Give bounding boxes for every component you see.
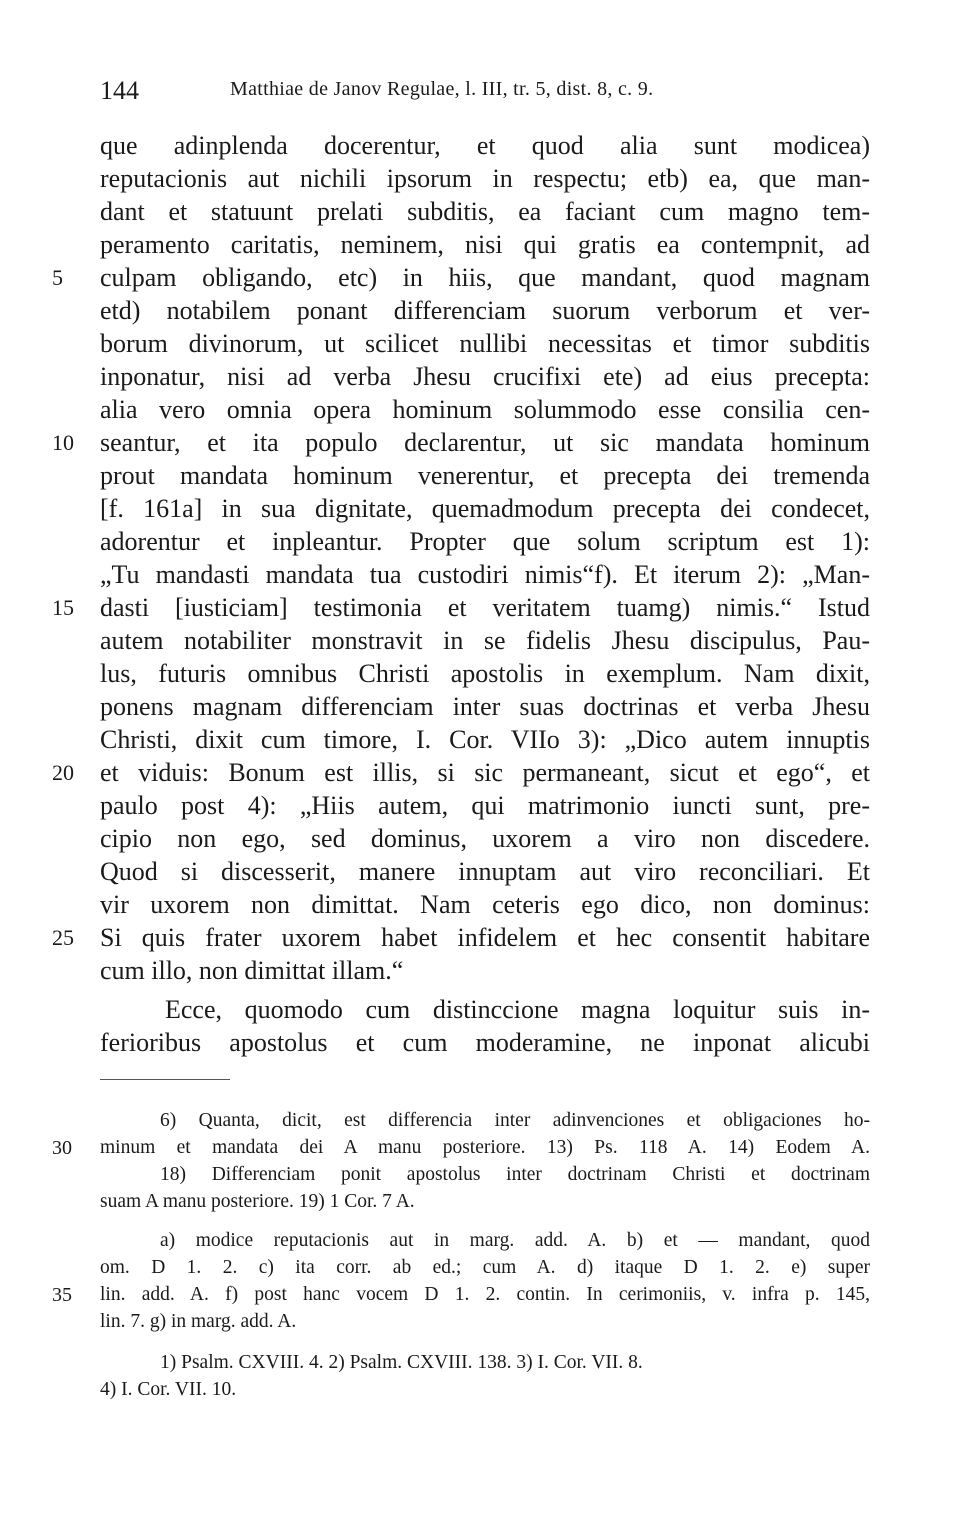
text-line-4: peramento caritatis, neminem, nisi qui gratis ea contempnit, ad xyxy=(100,230,870,259)
footnote-divider xyxy=(100,1079,230,1080)
text-line-19: Christi, dixit cum timore, I. Cor. VIIo 3): „Dico autem innuptis xyxy=(100,725,870,754)
apparatus-line: lin. 7. g) in marg. add. A. xyxy=(100,1311,297,1332)
line-number-5: 5 xyxy=(52,265,63,290)
text-line-3: dant et statuunt prelati subditis, ea faciant cum magno tem- xyxy=(100,197,870,226)
footnote-line: 18) Differenciam ponit apostolus inter doctrinam Christi et doctrinam xyxy=(160,1164,870,1185)
running-head xyxy=(100,76,870,106)
text-line-9: alia vero omnia opera hominum solummodo esse consilia cen- xyxy=(100,395,870,424)
apparatus-line: om. D 1. 2. c) ita corr. ab ed.; cum A. d) itaque D 1. 2. e) super xyxy=(100,1257,870,1278)
text-line-25: Si quis frater uxorem habet infidelem et hec consentit habitare xyxy=(100,923,870,952)
running-head-title: Matthiae de Janov Regulae, l. III, tr. 5, dist. 8, c. 9. xyxy=(230,78,654,100)
text-line-10: seantur, et ita populo declarentur, ut sic mandata hominum xyxy=(100,428,870,457)
text-line-1: que adinplenda docerentur, et quod alia sunt modicea) xyxy=(100,131,870,160)
text-line-22: cipio non ego, sed dominus, uxorem a viro non discedere. xyxy=(100,824,870,853)
footnote-line: suam A manu posteriore. 19) 1 Cor. 7 A. xyxy=(100,1191,415,1212)
source-line: 4) I. Cor. VII. 10. xyxy=(100,1379,237,1400)
text-line-27: Ecce, quomodo cum distinccione magna loquitur suis in- xyxy=(165,995,870,1024)
text-line-26: cum illo, non dimittat illam.“ xyxy=(100,956,404,985)
text-line-11: prout mandata hominum venerentur, et precepta dei tremenda xyxy=(100,461,870,490)
text-line-8: inponatur, nisi ad verba Jhesu crucifixi ete) ad eius precepta: xyxy=(100,362,870,391)
text-line-12: [f. 161a] in sua dignitate, quemadmodum precepta dei condecet, xyxy=(100,494,870,523)
text-line-24: vir uxorem non dimittat. Nam ceteris ego dico, non dominus: xyxy=(100,890,870,919)
line-number-35: 35 xyxy=(52,1284,72,1306)
apparatus-line: lin. add. A. f) post hanc vocem D 1. 2. contin. In cerimoniis, v. infra p. 145, xyxy=(100,1284,870,1305)
line-number-15: 15 xyxy=(52,595,74,620)
page-number: 144 xyxy=(100,76,139,105)
source-line: 1) Psalm. CXVIII. 4. 2) Psalm. CXVIII. 138. 3) I. Cor. VII. 8. xyxy=(160,1352,643,1373)
line-number-20: 20 xyxy=(52,760,74,785)
line-number-25: 25 xyxy=(52,925,74,950)
text-line-14: „Tu mandasti mandata tua custodiri nimis“f). Et iterum 2): „Man- xyxy=(100,560,870,589)
text-line-16: autem notabiliter monstravit in se fidelis Jhesu discipulus, Pau- xyxy=(100,626,870,655)
footnote-line: minum et mandata dei A manu posteriore. 13) Ps. 118 A. 14) Eodem A. xyxy=(100,1137,870,1158)
text-line-13: adorentur et inpleantur. Propter que solum scriptum est 1): xyxy=(100,527,870,556)
text-line-18: ponens magnam differenciam inter suas doctrinas et verba Jhesu xyxy=(100,692,870,721)
apparatus-line: a) modice reputacionis aut in marg. add. A. b) et — mandant, quod xyxy=(160,1230,870,1251)
line-number-10: 10 xyxy=(52,430,74,455)
text-line-17: lus, futuris omnibus Christi apostolis in exemplum. Nam dixit, xyxy=(100,659,870,688)
footnote-line: 6) Quanta, dicit, est differencia inter adinvenciones et obligaciones ho- xyxy=(160,1110,870,1131)
text-line-28: ferioribus apostolus et cum moderamine, ne inponat alicubi xyxy=(100,1028,870,1057)
text-line-20: et viduis: Bonum est illis, si sic permaneant, sicut et ego“, et xyxy=(100,758,870,787)
text-line-6: etd) notabilem ponant differenciam suorum verborum et ver- xyxy=(100,296,870,325)
text-line-23: Quod si discesserit, manere innuptam aut viro reconciliari. Et xyxy=(100,857,870,886)
text-line-15: dasti [iusticiam] testimonia et veritatem tuamg) nimis.“ Istud xyxy=(100,593,870,622)
text-line-7: borum divinorum, ut scilicet nullibi necessitas et timor subditis xyxy=(100,329,870,358)
text-line-5: culpam obligando, etc) in hiis, que mandant, quod magnam xyxy=(100,263,870,292)
text-line-2: reputacionis aut nichili ipsorum in respectu; etb) ea, que man- xyxy=(100,164,870,193)
line-number-30: 30 xyxy=(52,1137,72,1159)
text-line-21: paulo post 4): „Hiis autem, qui matrimonio iuncti sunt, pre- xyxy=(100,791,870,820)
